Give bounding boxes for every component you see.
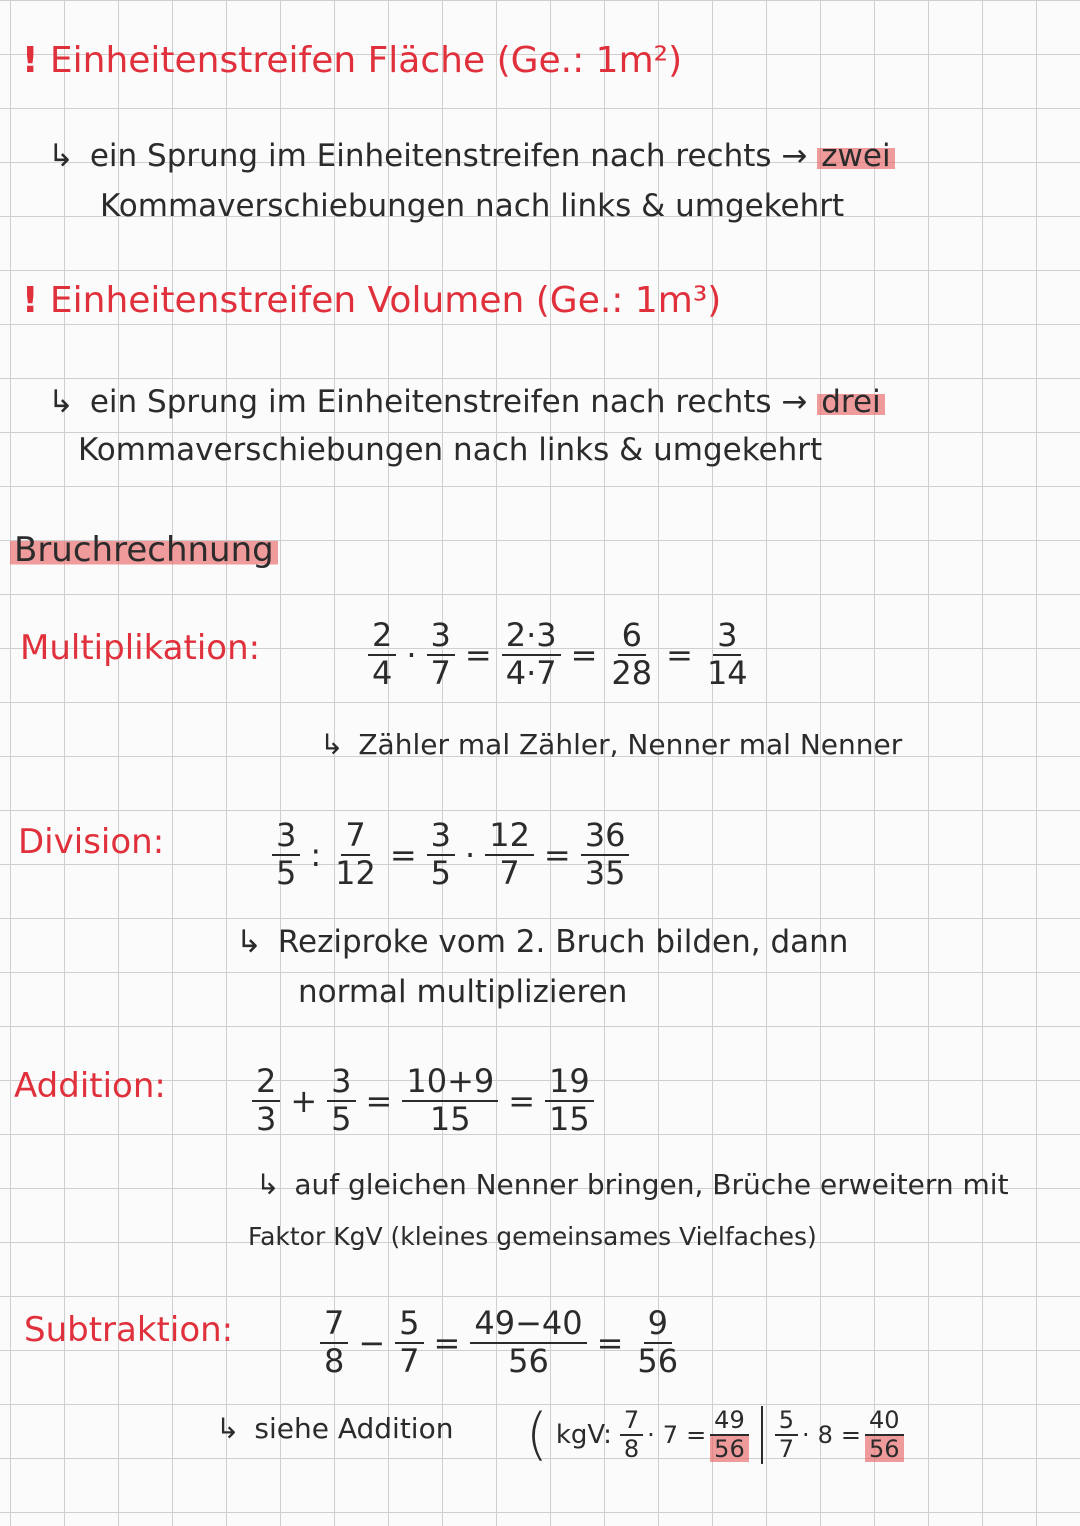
fraction: $\frac{19}{15}$ <box>545 1064 594 1138</box>
flaeche-line1 <box>48 138 895 174</box>
fraction: $\frac{10+9}{15}$ <box>402 1064 498 1138</box>
multiplikation-note-text: Zähler mal Zähler, Nenner mal Nenner <box>358 728 903 761</box>
fraction: $\frac{5}{7}$ <box>775 1407 798 1463</box>
fraction: $\frac{9}{56}$ <box>637 1304 679 1380</box>
fraction: $\frac{2}{3}$ <box>252 1064 280 1138</box>
equals-sign: = <box>433 1323 461 1362</box>
fraction: $\frac{49-40}{56}$ <box>470 1306 586 1380</box>
heading-bruchrechnung <box>10 530 278 570</box>
equals-sign: = <box>570 635 598 674</box>
equals-sign: = <box>389 835 417 874</box>
volumen-title: Einheitenstreifen Volumen (Ge.: 1m³) <box>49 280 722 321</box>
fraction: $\frac{49}{56}$ <box>710 1407 749 1463</box>
fraction: $\frac{3}{14}$ <box>706 616 748 692</box>
arrow-icon: ↳ <box>320 728 344 761</box>
fraction: $\frac{40}{56}$ <box>865 1407 904 1463</box>
operator: · <box>406 635 417 674</box>
factor: 7 <box>662 1420 679 1449</box>
multiplikation-label: Multiplikation: <box>20 628 261 668</box>
multiplikation-note <box>320 728 902 761</box>
heading-text: Bruchrechnung <box>10 530 278 570</box>
right-arrow-icon: → <box>781 138 808 174</box>
arrow-icon: ↳ <box>48 138 74 174</box>
volumen-line1 <box>48 384 885 420</box>
addition-label: Addition: <box>14 1066 166 1106</box>
subtraktion-equation <box>320 1306 682 1380</box>
fraction: $\frac{6}{28}$ <box>611 616 653 692</box>
flaeche-title-line <box>22 40 682 81</box>
exclamation-icon: ! <box>22 280 39 321</box>
equals-sign: = <box>365 1081 393 1120</box>
addition-note-text-1: auf gleichen Nenner bringen, Brüche erweitern mit <box>294 1168 1009 1201</box>
division-note-1 <box>236 924 848 960</box>
fraction: $\frac{7}{8}$ <box>620 1407 643 1463</box>
subtraktion-note <box>216 1412 453 1445</box>
arrow-icon: ↳ <box>236 924 262 960</box>
flaeche-text-1: ein Sprung im Einheitenstreifen nach rechts <box>89 138 772 174</box>
equals-sign: = <box>666 635 693 674</box>
volumen-title-line <box>22 280 721 321</box>
operator: · <box>802 1420 810 1449</box>
subtraktion-label: Subtraktion: <box>24 1310 234 1350</box>
equals-sign: = <box>543 835 571 874</box>
operator: : <box>310 835 322 874</box>
flaeche-title: Einheitenstreifen Fläche (Ge.: 1m²) <box>49 40 683 81</box>
division-note-2: normal multiplizieren <box>298 974 628 1010</box>
flaeche-highlight: zwei <box>817 138 894 174</box>
flaeche-line2: Kommaverschiebungen nach links & umgekehrt <box>100 188 845 224</box>
operator: − <box>358 1323 386 1362</box>
subtraktion-note-text: siehe Addition <box>254 1412 454 1445</box>
division-equation <box>272 818 629 892</box>
addition-equation <box>252 1064 594 1138</box>
fraction: $\frac{3}{5}$ <box>327 1064 355 1138</box>
arrow-icon: ↳ <box>216 1412 240 1445</box>
equals-sign: = <box>686 1420 707 1449</box>
fraction: $\frac{2}{4}$ <box>368 618 396 692</box>
division-label: Division: <box>18 822 165 862</box>
open-parenthesis: ( <box>526 1402 548 1467</box>
factor: 8 <box>817 1420 833 1449</box>
fraction: $\frac{3}{7}$ <box>427 618 455 692</box>
fraction: $\frac{7}{12}$ <box>335 816 376 892</box>
arrow-icon: ↳ <box>256 1168 280 1201</box>
fraction: $\frac{3}{5}$ <box>427 818 455 892</box>
volumen-text-1: ein Sprung im Einheitenstreifen nach rechts <box>89 384 772 420</box>
division-note-text-1: Reziproke vom 2. Bruch bilden, dann <box>277 924 849 960</box>
fraction: $\frac{2\cdot 3}{4\cdot 7}$ <box>502 618 561 692</box>
equals-sign: = <box>596 1323 624 1362</box>
equals-sign: = <box>508 1081 536 1120</box>
right-arrow-icon: → <box>781 384 808 420</box>
equals-sign: = <box>464 635 492 674</box>
multiplikation-equation <box>368 618 752 692</box>
operator: · <box>647 1420 655 1449</box>
fraction: $\frac{7}{8}$ <box>320 1306 348 1380</box>
kgv-label: kgV: <box>555 1419 612 1450</box>
fraction: $\frac{36}{35}$ <box>581 818 630 892</box>
addition-note-2: Faktor KgV (kleines gemeinsames Vielfaches) <box>248 1222 817 1251</box>
volumen-line2: Kommaverschiebungen nach links & umgekehrt <box>78 432 823 468</box>
equals-sign: = <box>840 1420 862 1449</box>
fraction: $\frac{5}{7}$ <box>395 1306 423 1380</box>
volumen-highlight: drei <box>817 384 884 420</box>
divider <box>761 1406 763 1464</box>
operator: + <box>290 1081 318 1120</box>
fraction: $\frac{12}{7}$ <box>485 818 534 892</box>
arrow-icon: ↳ <box>48 384 74 420</box>
addition-note-1 <box>256 1168 1009 1201</box>
fraction: $\frac{3}{5}$ <box>272 818 300 892</box>
exclamation-icon: ! <box>22 40 39 81</box>
kgv-calculation <box>526 1402 904 1467</box>
operator: · <box>465 835 476 874</box>
